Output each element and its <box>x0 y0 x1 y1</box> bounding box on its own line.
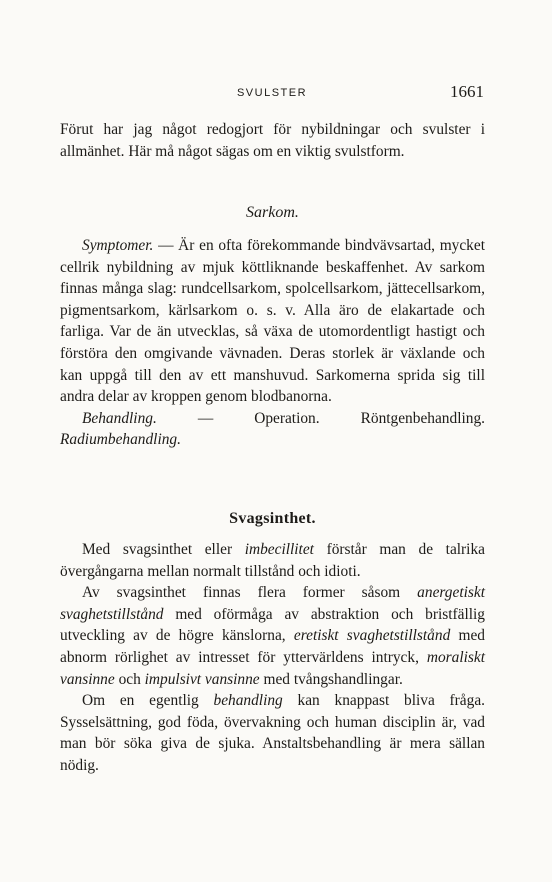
intro-text: Förut har jag något redogjort för nybildningar och svulster i allmänhet. Här må något sägas om en viktig svulstform. <box>60 121 485 160</box>
running-title: SVULSTER <box>236 87 308 99</box>
p1-italic: imbecillitet <box>244 541 314 558</box>
symptom-paragraph <box>60 235 485 408</box>
p2-italic-3: moraliskt vansinne <box>60 648 485 688</box>
p2-text-b: med oförmåga av abstraktion och bristfällig utveckling av de högre känslorna, <box>60 605 485 645</box>
page-number: 1661 <box>450 82 484 101</box>
p1-text-a: Med svagsinthet eller <box>82 541 245 558</box>
treatment-text: — Operation. Röntgenbehandling. <box>156 409 485 427</box>
p3-text-a: Om en egentlig <box>82 692 214 710</box>
intro-paragraph <box>60 119 485 162</box>
treatment-label: Behandling. <box>82 409 157 427</box>
svagsinthet-paragraph-2 <box>60 582 485 690</box>
p1-text-b: förstår man de talrika övergångarna mellan normalt tillstånd och idioti. <box>60 541 485 580</box>
symptom-label: Symptomer. <box>82 237 154 254</box>
p2-italic-4: impulsivt vansinne <box>144 670 260 688</box>
p2-text-c: med abnorm rörlighet av intresset för yttervärldens intryck, <box>60 627 485 666</box>
p3-italic: behandling <box>213 692 283 710</box>
section-svagsinthet <box>60 539 485 777</box>
p2-italic-1: anergetiskt svaghetstillstånd <box>60 584 485 623</box>
section-sarkom <box>60 235 485 451</box>
treatment-italic: Radiumbehandling. <box>60 431 181 449</box>
page-header <box>60 82 484 104</box>
svagsinthet-paragraph-1 <box>60 539 485 582</box>
section-heading-sarkom: Sarkom. <box>246 204 299 221</box>
p2-text-d: och <box>114 670 145 688</box>
p3-text-b: kan knappast bliva fråga. Sysselsättning, god föda, övervakning och human disciplin är, vad man bör söka giva de sjuka. Anstaltsbehandling är mera sällan nödig. <box>60 692 485 774</box>
svagsinthet-paragraph-3 <box>60 690 485 776</box>
p2-text-a: Av svagsinthet finnas flera former såsom <box>82 584 418 602</box>
p2-text-e: med tvångshandlingar. <box>259 670 403 688</box>
symptom-text: — Är en ofta förekommande bindvävsartad, mycket cellrik nybildning av mjuk köttliknande beskaffenhet. Av sarkom finnas många slag: rundcellsarkom, spolcellsarkom, jättecellsarkom, pigmentsarkom, kärlsarkom o. s. v. Alla äro de elakartade och farliga. Var de än utvecklas, så växa de utomordentligt hastigt och förstöra den omgivande vävnaden. Deras storlek är växlande och kan uppgå till den av ett manshuvud. Sarkomerna sprida sig till andra delar av kroppen genom blodbanorna. <box>60 237 485 406</box>
section-heading-svagsinthet: Svagsinthet. <box>229 510 316 527</box>
treatment-paragraph <box>60 408 485 451</box>
p2-italic-2: eretiskt svaghetstillstånd <box>293 627 451 645</box>
